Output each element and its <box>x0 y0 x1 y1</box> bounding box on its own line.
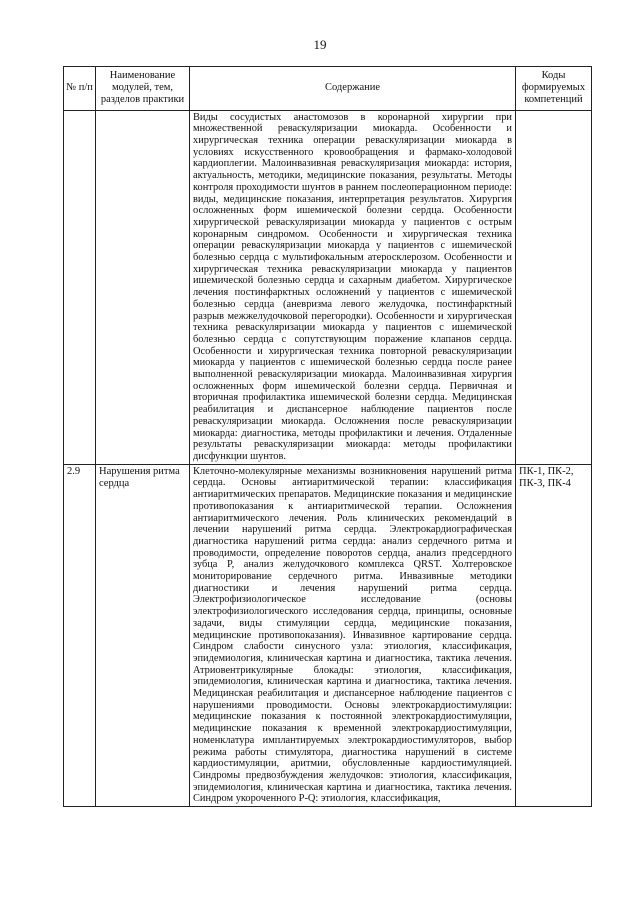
header-module: Наименование модулей, тем, разделов практики <box>96 67 190 111</box>
header-codes: Коды формируемых компетенций <box>516 67 592 111</box>
row-num: 2.9 <box>64 464 96 806</box>
row-num <box>64 110 96 464</box>
table-header-row <box>64 67 592 111</box>
table-row <box>64 110 592 464</box>
header-content: Содержание <box>190 67 516 111</box>
row-module <box>96 110 190 464</box>
row-codes: ПК-1, ПК-2, ПК-3, ПК-4 <box>516 464 592 806</box>
header-num: № п/п <box>64 67 96 111</box>
page-number: 19 <box>313 37 327 52</box>
row-module: Нарушения ритма сердца <box>96 464 190 806</box>
row-content: Виды сосудистых анастомозов в коронарной хирургии при множественной реваскуляризации миокарда. Особенности и хирургическая техника операции реваскуляризации миокарда в условиях искусственного кровообращения и фармако-холодовой кардиоплегии. Малоинвазивная реваскуляризация миокарда: история, актуальность, методики, медицинские показания, результаты. Методы контроля проходимости шунтов в раннем послеоперационном периоде: виды, медицинские показания, интерпретация результатов. Хирургия осложненных форм ишемической болезни сердца. Особенности хирургической реваскуляризации миокарда у пациентов с острым коронарным синдромом. Особенности и хирургическая техника операции реваскуляризации миокарда у пациентов с ишемической болезнью сердца с мультифокальным атеросклерозом. Особенности и хирургическая техника реваскуляризации миокарда у пациентов ишемической болезнью сердца и сахарным диабетом. Хирургическое лечения постинфарктных осложнений у пациентов с ишемической болезнью сердца (аневризма левого желудочка, постинфарктный разрыв межжелудочковой перегородки). Особенности и хирургическая техника реваскуляризации миокарда у пациентов с ишемической болезнью сердца с сопутствующим поражение клапанов сердца. Особенности и хирургическая техника повторной реваскуляризации миокарда у пациентов с ишемической болезнью сердца после ранее выполненной реваскуляризации миокарда. Малоинвазивная хирургия осложненных форм ишемической болезни сердца. Первичная и вторичная профилактика ишемической болезни сердца. Медицинская реабилитация и диспансерное наблюдение пациентов после реваскуляризации миокарда. Осложнения после реваскуляризации миокарда: диагностика, методы профилактики и лечения. Отдаленные результаты реваскуляризации миокарда: методы профилактики дисфункции шунтов. <box>190 110 516 464</box>
row-codes <box>516 110 592 464</box>
row-content: Клеточно-молекулярные механизмы возникновения нарушений ритма сердца. Основы антиаритмической терапии: классификация антиаритмических препаратов. Медицинские показания и медицинские противопоказания к антиаритмической терапии. Осложнения антиаритмического лечения. Роль клинических рекомендаций в лечении нарушений ритма сердца. Электрокардиографическая диагностика нарушений ритма сердца: анализ сердечного ритма и проводимости, определение поворотов сердца, анализ предсердного зубца P, анализ желудочкового комплекса QRST. Холтеровское мониторирование сердечного ритма. Инвазивные методики диагностики и лечения нарушений ритма сердца. Электрофизиологическое исследование (основы электрофизиологического исследования сердца, принципы, основные задачи, виды стимуляции сердца, медицинские показания, медицинские противопоказания). Инвазивное картирование сердца. Синдром слабости синусного узла: этиология, классификация, эпидемиология, клиническая картина и диагностика, тактика лечения. Атриовентрикулярные блокады: этиология, классификация, эпидемиология, клиническая картина и диагностика, тактика лечения. Медицинская реабилитация и диспансерное наблюдение пациентов с нарушениями проводимости. Основы электрокардиостимуляции: медицинские показания к постоянной электрокардиостимуляции, медицинские показания к временной электрокардиостимуляции, номенклатура имплантируемых электрокардиостимуляторов, выбор режима работы стимулятора, диагностика нарушений в системе кардиостимуляции, аритмии, обусловленные кардиостимуляцией. Синдромы предвозбуждения желудочков: этиология, классификация, эпидемиология, клиническая картина и диагностика, тактика лечения. Синдром укороченного P-Q: этиология, классификация, <box>190 464 516 806</box>
table-row <box>64 464 592 806</box>
curriculum-table <box>63 66 592 807</box>
